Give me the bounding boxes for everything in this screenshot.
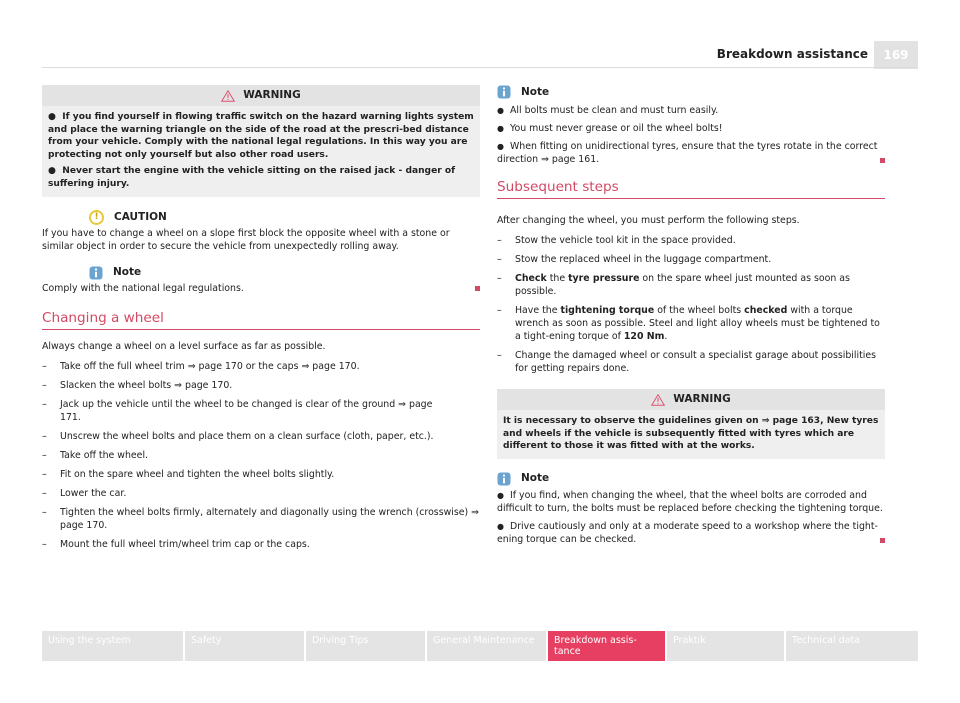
note-section bbox=[42, 266, 480, 295]
note-section-1 bbox=[497, 85, 885, 166]
warning-box-body bbox=[497, 410, 885, 459]
section-title-changing-wheel: Changing a wheel bbox=[42, 312, 480, 330]
nav-tab-breakdown-assistance[interactable]: Breakdown assis-tance bbox=[548, 631, 665, 661]
nav-tab-driving-tips[interactable]: Driving Tips bbox=[306, 631, 425, 661]
warning-title: WARNING bbox=[243, 89, 301, 101]
caution-section bbox=[42, 210, 480, 253]
note-section-2 bbox=[497, 472, 885, 546]
list-item: – Take off the wheel. bbox=[42, 449, 480, 462]
warning-triangle-icon bbox=[651, 394, 665, 406]
nav-tab-technical-data[interactable]: Technical data bbox=[786, 631, 918, 661]
header-divider bbox=[42, 67, 918, 68]
caution-text: If you have to change a wheel on a slope first block the opposite wheel with a stone or similar object in order to secure the vehicle from unexpectedly rolling away. bbox=[42, 227, 450, 252]
info-icon bbox=[89, 266, 103, 280]
nav-tab-using-the-system[interactable]: Using the system bbox=[42, 631, 183, 661]
warning-box-2 bbox=[497, 389, 885, 459]
changing-wheel-steps bbox=[42, 360, 480, 551]
note-text: Comply with the national legal regulations. bbox=[42, 282, 244, 294]
note-item: ● Drive cautiously and only at a moderate speed to a workshop where the tight-ening torque can be checked. bbox=[497, 520, 885, 546]
section-title-subsequent-steps: Subsequent steps bbox=[497, 181, 885, 199]
list-item: – Stow the replaced wheel in the luggage compartment. bbox=[497, 253, 885, 266]
info-icon bbox=[497, 85, 511, 99]
end-mark bbox=[880, 538, 885, 543]
list-item: – Lower the car. bbox=[42, 487, 480, 500]
list-item: – Jack up the vehicle until the wheel to be changed is clear of the ground ⇒ page 171. bbox=[42, 398, 480, 424]
list-item: – Unscrew the wheel bolts and place them on a clean surface (cloth, paper, etc.). bbox=[42, 430, 480, 443]
list-item: – Check the tyre pressure on the spare wheel just mounted as soon as possible. bbox=[497, 272, 885, 298]
warning-title: WARNING bbox=[673, 393, 731, 405]
subsequent-steps-intro: After changing the wheel, you must perform the following steps. bbox=[497, 215, 800, 226]
note-title: Note bbox=[521, 85, 550, 98]
list-item: – Stow the vehicle tool kit in the space provided. bbox=[497, 234, 885, 247]
list-item: – Take off the full wheel trim ⇒ page 170 or the caps ⇒ page 170. bbox=[42, 360, 480, 373]
caution-icon: ! bbox=[89, 210, 104, 225]
page-number: 169 bbox=[874, 41, 918, 69]
warning-item: ● If you find yourself in flowing traffic switch on the hazard warning lights system and place the warning triangle on the side of the road at the prescri-bed distance from your vehicle. Comply with the national legal regulations. In this way you are protecting not only yourself but also other road users. bbox=[48, 112, 474, 160]
note-title: Note bbox=[113, 266, 142, 279]
chapter-nav bbox=[42, 631, 918, 661]
changing-wheel-intro: Always change a wheel on a level surface as far as possible. bbox=[42, 340, 326, 352]
list-item: – Slacken the wheel bolts ⇒ page 170. bbox=[42, 379, 480, 392]
warning-box bbox=[42, 85, 480, 197]
right-column bbox=[497, 85, 885, 551]
running-header-title: Breakdown assistance bbox=[716, 47, 868, 61]
caution-title: CAUTION bbox=[114, 210, 167, 223]
warning-item: ● Never start the engine with the vehicle sitting on the raised jack - danger of suffering injury. bbox=[48, 166, 456, 189]
warning-triangle-icon bbox=[221, 90, 235, 102]
info-icon bbox=[497, 472, 511, 486]
nav-tab-general-maintenance[interactable]: General Maintenance bbox=[427, 631, 546, 661]
subsequent-steps-list bbox=[497, 234, 885, 375]
warning-text: It is necessary to observe the guidelines given on ⇒ page 163, New tyres and wheels if the vehicle is subsequently fitted with tyres which are different to those it was fitted with at the works. bbox=[503, 416, 879, 452]
warning-box-body bbox=[42, 106, 480, 197]
nav-tab-safety[interactable]: Safety bbox=[185, 631, 304, 661]
list-item: – Change the damaged wheel or consult a specialist garage about possibilities for getting repairs done. bbox=[497, 349, 885, 375]
warning-box-header bbox=[497, 389, 885, 410]
note-title: Note bbox=[521, 472, 550, 485]
end-mark bbox=[475, 286, 480, 291]
list-item: – Have the tightening torque of the wheel bolts checked with a torque wrench as soon as possible. Steel and light alloy wheels must be tightened to a tight-ening torque of 120 Nm. bbox=[497, 304, 885, 343]
left-column bbox=[42, 85, 480, 557]
note-item: ● You must never grease or oil the wheel bolts! bbox=[497, 123, 723, 134]
note-item: ● If you find, when changing the wheel, that the wheel bolts are corroded and difficult to turn, the bolts must be replaced before checking the tightening torque. bbox=[497, 489, 883, 514]
note-item: ● When fitting on unidirectional tyres, ensure that the tyres rotate in the correct direction ⇒ page 161. bbox=[497, 140, 885, 166]
end-mark bbox=[880, 158, 885, 163]
warning-box-header bbox=[42, 85, 480, 106]
list-item: – Mount the full wheel trim/wheel trim cap or the caps. bbox=[42, 538, 480, 551]
list-item: – Fit on the spare wheel and tighten the wheel bolts slightly. bbox=[42, 468, 480, 481]
nav-tab-praktik[interactable]: Praktik bbox=[667, 631, 784, 661]
list-item: – Tighten the wheel bolts firmly, alternately and diagonally using the wrench (crosswise) ⇒ page 170. bbox=[42, 506, 480, 532]
note-item: ● All bolts must be clean and must turn easily. bbox=[497, 105, 719, 116]
